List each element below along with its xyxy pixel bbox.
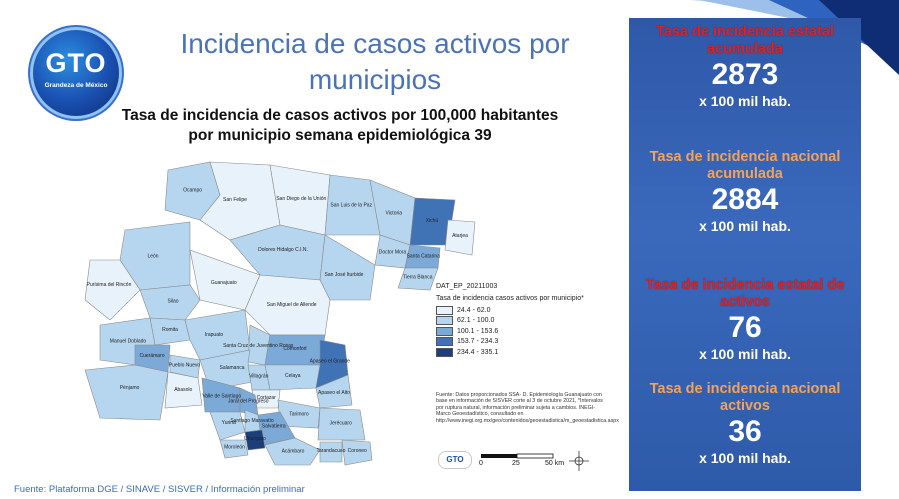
stat-unit: x 100 mil hab. bbox=[699, 450, 791, 466]
legend-range: 24.4 - 62.0 bbox=[457, 306, 491, 314]
stat-nacional-acumulada bbox=[629, 149, 861, 235]
municipality-label: Cortazar bbox=[256, 395, 276, 401]
stat-nacional-activos bbox=[629, 381, 861, 467]
municipality-label: Apaseo el Grande bbox=[309, 358, 350, 365]
municipality-area bbox=[85, 365, 168, 420]
municipality-label: Apaseo el Alto bbox=[318, 390, 350, 396]
municipality-label: Victoria bbox=[385, 210, 403, 217]
legend-rows bbox=[436, 305, 606, 358]
municipality-label: Tierra Blanca bbox=[402, 274, 433, 281]
municipality-label: Coroneo bbox=[347, 447, 367, 454]
municipality-label: Santiago Maravatío bbox=[230, 417, 274, 424]
stats-panel bbox=[629, 18, 861, 491]
legend-range: 153.7 - 234.3 bbox=[457, 338, 499, 346]
municipality-label: Pénjamo bbox=[119, 385, 140, 391]
municipality-label: Moroleón bbox=[224, 444, 245, 451]
municipality-label: Cuerámaro bbox=[139, 352, 165, 359]
municipality-label: Santa Cruz de Juventino Rosas bbox=[223, 342, 294, 349]
municipality-label: San Luis de la Paz bbox=[330, 202, 373, 209]
municipality-label: Silao bbox=[167, 298, 179, 305]
legend-row bbox=[436, 337, 606, 348]
municipality-label: León bbox=[147, 253, 159, 260]
scale-zero: 0 bbox=[479, 460, 483, 467]
scale-end: 50 km bbox=[545, 460, 565, 467]
municipality-label: Comonfort bbox=[283, 346, 307, 352]
logo-text: GTO bbox=[45, 48, 107, 78]
legend-row bbox=[436, 305, 606, 316]
scale-mid: 25 bbox=[512, 460, 520, 467]
legend-row bbox=[436, 347, 606, 358]
municipality-label: Ocampo bbox=[183, 187, 203, 194]
stat-unit: x 100 mil hab. bbox=[699, 346, 791, 362]
gto-logo bbox=[33, 30, 119, 116]
legend-swatch bbox=[436, 348, 453, 357]
municipality-label: Santa Catarina bbox=[406, 253, 440, 260]
legend-row bbox=[436, 326, 606, 337]
municipality-label: Guanajuato bbox=[210, 279, 237, 286]
legend-swatch bbox=[436, 337, 453, 346]
municipality-label: Uriangato bbox=[244, 436, 266, 442]
municipality-label: Xichú bbox=[425, 218, 439, 224]
municipality-label: Salvatierra bbox=[261, 423, 286, 430]
scale-bar bbox=[477, 450, 602, 472]
stat-unit: x 100 mil hab. bbox=[699, 93, 791, 109]
stat-value: 36 bbox=[728, 415, 762, 448]
municipality-label: Pueblo Nuevo bbox=[168, 362, 201, 369]
legend-range: 234.4 - 335.1 bbox=[457, 348, 499, 356]
municipality-area bbox=[320, 235, 375, 300]
municipality-label: San Diego de la Unión bbox=[276, 196, 327, 202]
map-title-line2: por municipio semana epidemiológica 39 bbox=[188, 127, 492, 144]
stat-label: Tasa de incidencia nacional activos bbox=[649, 381, 841, 414]
stat-label: Tasa de incidencia nacional acumulada bbox=[649, 149, 841, 182]
municipality-label: Irapuato bbox=[204, 332, 224, 338]
stat-label: Tasa de incidencia estatal acumulada bbox=[656, 24, 834, 57]
municipality-label: Tarimoro bbox=[289, 411, 309, 418]
municipality-label: Villagrán bbox=[249, 373, 269, 380]
map-legend bbox=[436, 283, 606, 358]
municipality-label: Tarandacuao bbox=[316, 448, 346, 454]
municipality-label: Dolores Hidalgo C.I.N. bbox=[258, 247, 308, 253]
municipality-label: San Felipe bbox=[223, 197, 247, 204]
municipality-label: Manuel Doblado bbox=[109, 338, 147, 345]
dataset-id: DAT_EP_20211003 bbox=[436, 283, 498, 290]
municipality-label: Valle de Santiago bbox=[202, 393, 242, 400]
legend-range: 100.1 - 153.6 bbox=[457, 327, 499, 335]
municipality-area bbox=[210, 412, 245, 440]
legend-swatch bbox=[436, 306, 453, 315]
municipality-label: Doctor Mora bbox=[378, 249, 407, 256]
municipality-label: Abasolo bbox=[174, 386, 193, 393]
legend-row bbox=[436, 316, 606, 327]
logo-tagline: Grandeza de México bbox=[44, 82, 108, 89]
municipality-label: San Miguel de Allende bbox=[266, 301, 317, 308]
gto-mini-logo: GTO bbox=[438, 451, 472, 469]
municipality-label: Jerécuaro bbox=[329, 420, 352, 427]
municipality-label: Romita bbox=[162, 326, 178, 333]
slide-title: Incidencia de casos activos por municipios bbox=[180, 28, 570, 95]
stat-estatal-activos bbox=[629, 277, 861, 363]
municipality-label: Celaya bbox=[284, 373, 301, 379]
map-source-note: Fuente: Datos proporcionados SSA- D. Epidemiología Guanajuato con base en información de SISVER corte al 3 de octubre 2021, *Intervalos por ruptura natural, información preliminar sujeta a cambios. INEGI- Marco Geoestadístico, consultado en http://www.inegi.org.mx/geo/contenidos/geoestadistica/m_geoestadistica.aspx bbox=[436, 392, 619, 424]
map-title-line1: Tasa de incidencia de casos activos por 100,000 habitantes bbox=[121, 107, 559, 124]
stat-label: Tasa de incidencia estatal de activos bbox=[645, 277, 845, 310]
footer-source: Fuente: Plataforma DGE / SINAVE / SISVER / Información preliminar bbox=[14, 484, 305, 495]
legend-title: Tasa de incidencia casos activos por municipio* bbox=[436, 295, 584, 302]
municipality-label: Purísima del Rincón bbox=[86, 282, 132, 288]
municipality-label: Atarjea bbox=[452, 232, 468, 239]
legend-swatch bbox=[436, 327, 453, 336]
municipality-label: Jaral del Progreso bbox=[227, 398, 269, 405]
stat-value: 2884 bbox=[711, 183, 779, 216]
municipality-label: Salamanca bbox=[219, 364, 245, 371]
municipality-label: Acámbaro bbox=[281, 448, 305, 455]
legend-swatch bbox=[436, 316, 453, 325]
stat-estatal-acumulada bbox=[629, 24, 861, 110]
stat-value: 2873 bbox=[711, 58, 779, 91]
municipality-label: San José Iturbide bbox=[324, 272, 364, 278]
stat-value: 76 bbox=[728, 311, 762, 344]
municipality-label: Yuriria bbox=[221, 420, 236, 426]
map-title bbox=[70, 106, 610, 146]
stat-unit: x 100 mil hab. bbox=[699, 218, 791, 234]
legend-range: 62.1 - 100.0 bbox=[457, 317, 495, 325]
